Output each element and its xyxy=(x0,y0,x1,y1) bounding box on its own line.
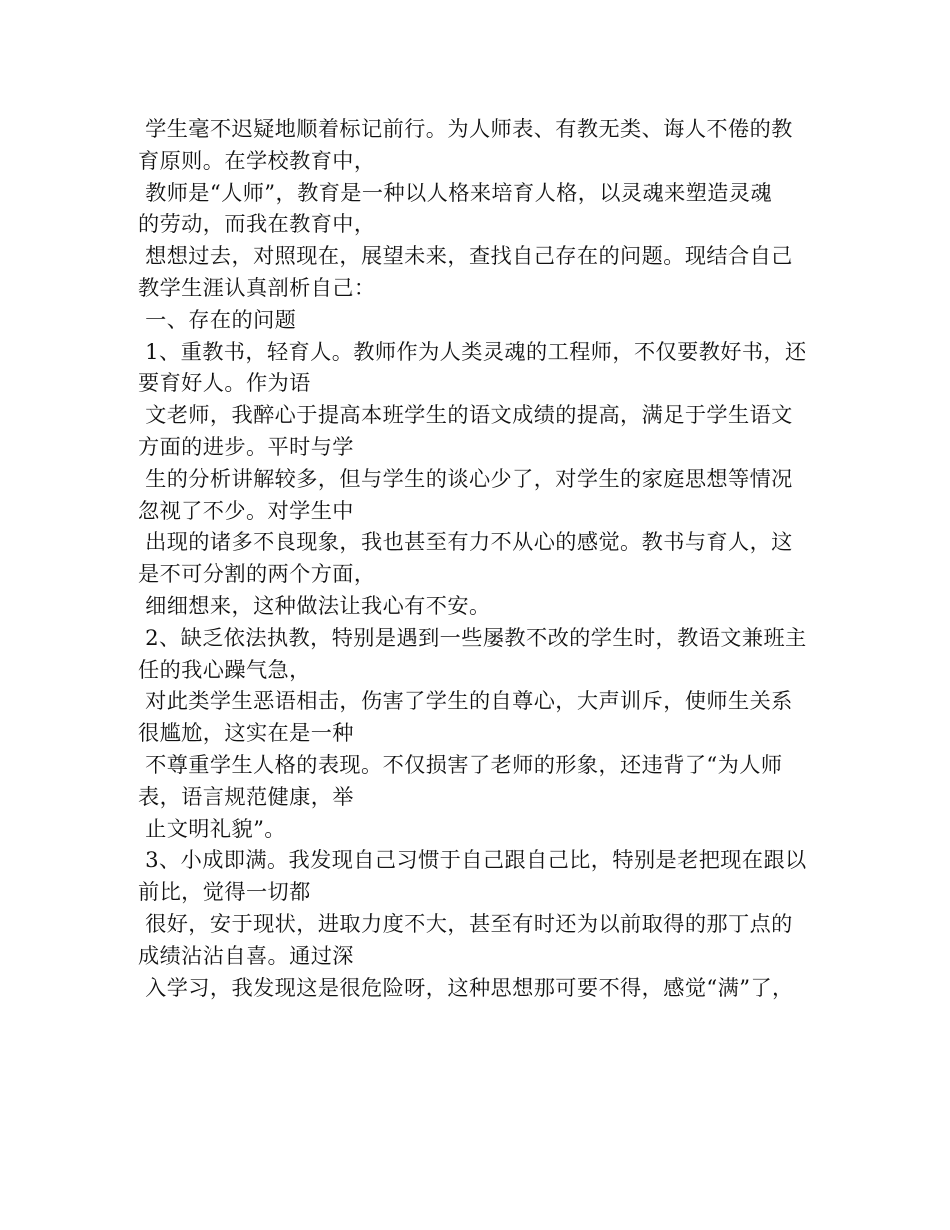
text-line: 忽视了不少。对学生中 xyxy=(138,497,354,523)
text-line: 文老师，我醉心于提高本班学生的语文成绩的提高，满足于学生语文 xyxy=(138,402,793,428)
text-line: 止文明礼貌”。 xyxy=(138,815,286,841)
document-body xyxy=(138,113,818,1003)
text-line: 是不可分割的两个方面， xyxy=(138,561,376,587)
text-line: 要育好人。作为语 xyxy=(138,370,311,396)
text-line: 出现的诸多不良现象，我也甚至有力不从心的感觉。教书与育人，这 xyxy=(138,529,793,555)
text-line: 成绩沾沾自喜。通过深 xyxy=(138,942,354,968)
text-line: 任的我心躁气急， xyxy=(138,656,311,682)
text-line: 入学习，我发现这是很危险呀，这种思想那可要不得，感觉“满”了， xyxy=(138,974,794,1000)
text-line: 对此类学生恶语相击，伤害了学生的自尊心，大声训斥，使师生关系 xyxy=(138,688,793,714)
text-line: 学生毫不迟疑地顺着标记前行。为人师表、有教无类、诲人不倦的教 xyxy=(138,116,793,141)
text-line: 不尊重学生人格的表现。不仅损害了老师的形象，还违背了“为人师 xyxy=(138,751,783,777)
text-line: 方面的进步。平时与学 xyxy=(138,433,354,459)
section-heading: 一、存在的问题 xyxy=(138,306,297,332)
text-line: 育原则。在学校教育中， xyxy=(138,147,376,173)
text-line: 3、小成即满。我发现自己习惯于自己跟自己比，特别是老把现在跟以 xyxy=(138,847,807,873)
text-line: 的劳动，而我在教育中， xyxy=(138,211,376,237)
text-line: 教师是“人师”，教育是一种以人格来培育人格，以灵魂来塑造灵魂 xyxy=(138,179,773,205)
text-line: 很好，安于现状，进取力度不大，甚至有时还为以前取得的那丁点的 xyxy=(138,910,793,936)
text-line: 教学生涯认真剖析自己： xyxy=(138,274,376,300)
text-line: 很尴尬，这实在是一种 xyxy=(138,720,354,746)
text-line: 2、缺乏依法执教，特别是遇到一些屡教不改的学生时，教语文兼班主 xyxy=(138,624,807,650)
text-line: 想想过去，对照现在，展望未来，查找自己存在的问题。现结合自己 xyxy=(138,243,793,269)
text-line: 前比，觉得一切都 xyxy=(138,879,311,905)
text-line: 1、重教书，轻育人。教师作为人类灵魂的工程师，不仅要教好书，还 xyxy=(138,338,807,364)
text-line: 生的分析讲解较多，但与学生的谈心少了，对学生的家庭思想等情况 xyxy=(138,465,793,491)
text-line: 细细想来，这种做法让我心有不安。 xyxy=(138,592,491,618)
text-line: 表，语言规范健康，举 xyxy=(138,783,354,809)
